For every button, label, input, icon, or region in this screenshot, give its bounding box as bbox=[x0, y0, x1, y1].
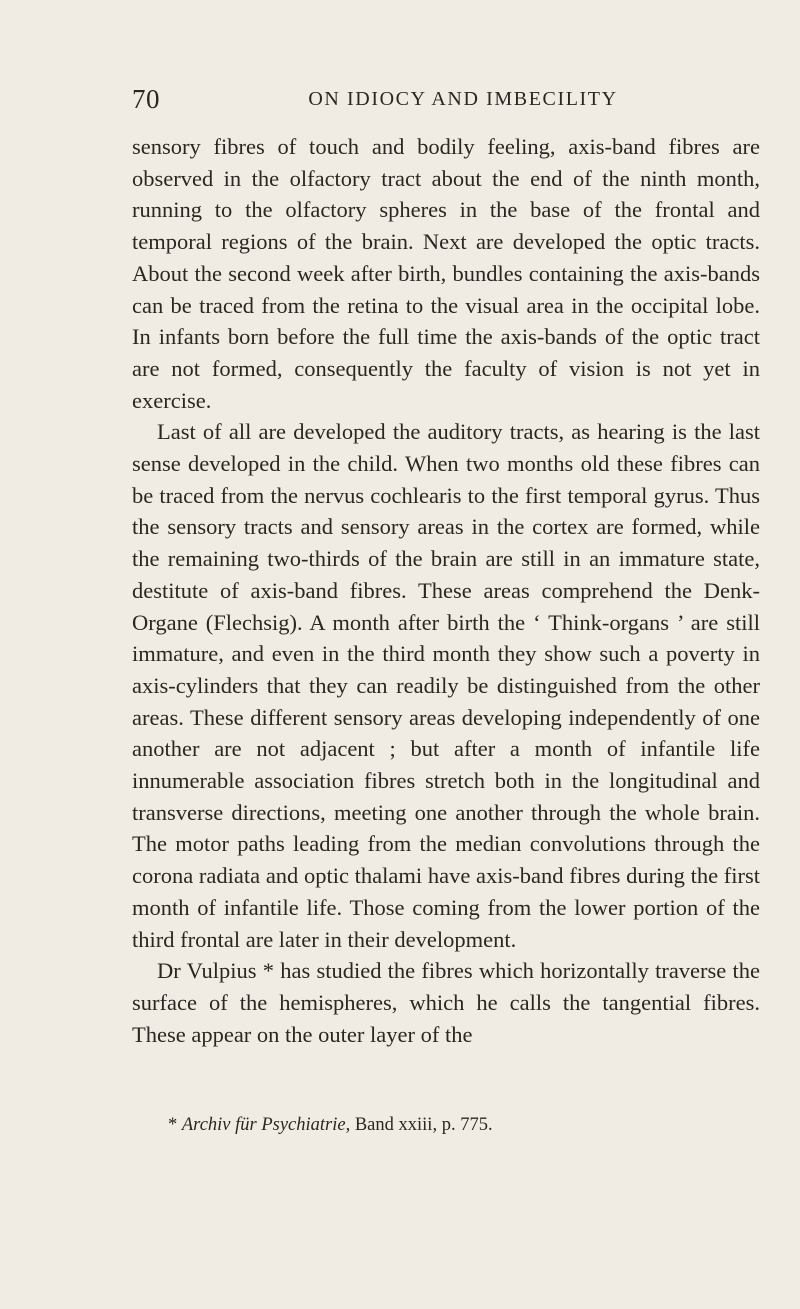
page-number: 70 bbox=[132, 84, 160, 114]
page-header bbox=[132, 84, 760, 120]
body-text bbox=[132, 131, 760, 1050]
footnote bbox=[132, 1113, 760, 1137]
footnote-marker: * bbox=[168, 1115, 178, 1135]
paragraph-2: Last of all are developed the auditory tracts, as hearing is the last sense developed in the child. When two months old these fibres can be traced from the nervus cochlearis to the first temporal gyrus. Thus the sensory tracts and sensory areas in the cortex are formed, while the remaining two-thirds of the brain are still in an immature state, destitute of axis-band fibres. These areas comprehend the Denk-Organe (Flechsig). A month after birth the ‘ Think-organs ’ are still immature, and even in the third month they show such a poverty in axis-cylinders that they can readily be distinguished from the other areas. These different sensory areas developing independently of one another are not adjacent ; but after a month of infantile life innumerable association fibres stretch both in the longitudinal and transverse directions, meeting one another through the whole brain. The motor paths leading from the median convolutions through the corona radiata and optic thalami have axis-band fibres during the first month of infantile life. Those coming from the lower portion of the third frontal are later in their development. bbox=[132, 419, 760, 952]
footnote-journal-title: Archiv für Psychiatrie bbox=[181, 1115, 346, 1135]
paragraph-3: Dr Vulpius * has studied the fibres which horizontally traverse the surface of the hemispheres, which he calls the tangential fibres. These appear on the outer layer of the bbox=[132, 958, 760, 1047]
running-head: ON IDIOCY AND IMBECILITY bbox=[308, 88, 618, 110]
paragraph-1: sensory fibres of touch and bodily feeling, axis-band fibres are observed in the olfactory tract about the end of the ninth month, running to the olfactory spheres in the base of the frontal and temporal regions of the brain. Next are developed the optic tracts. About the second week after birth, bundles containing the axis-bands can be traced from the retina to the visual area in the occipital lobe. In infants born before the full time the axis-bands of the optic tract are not formed, consequently the faculty of vision is not yet in exercise. bbox=[132, 134, 760, 413]
footnote-citation: , Band xxiii, p. 775. bbox=[345, 1115, 493, 1135]
